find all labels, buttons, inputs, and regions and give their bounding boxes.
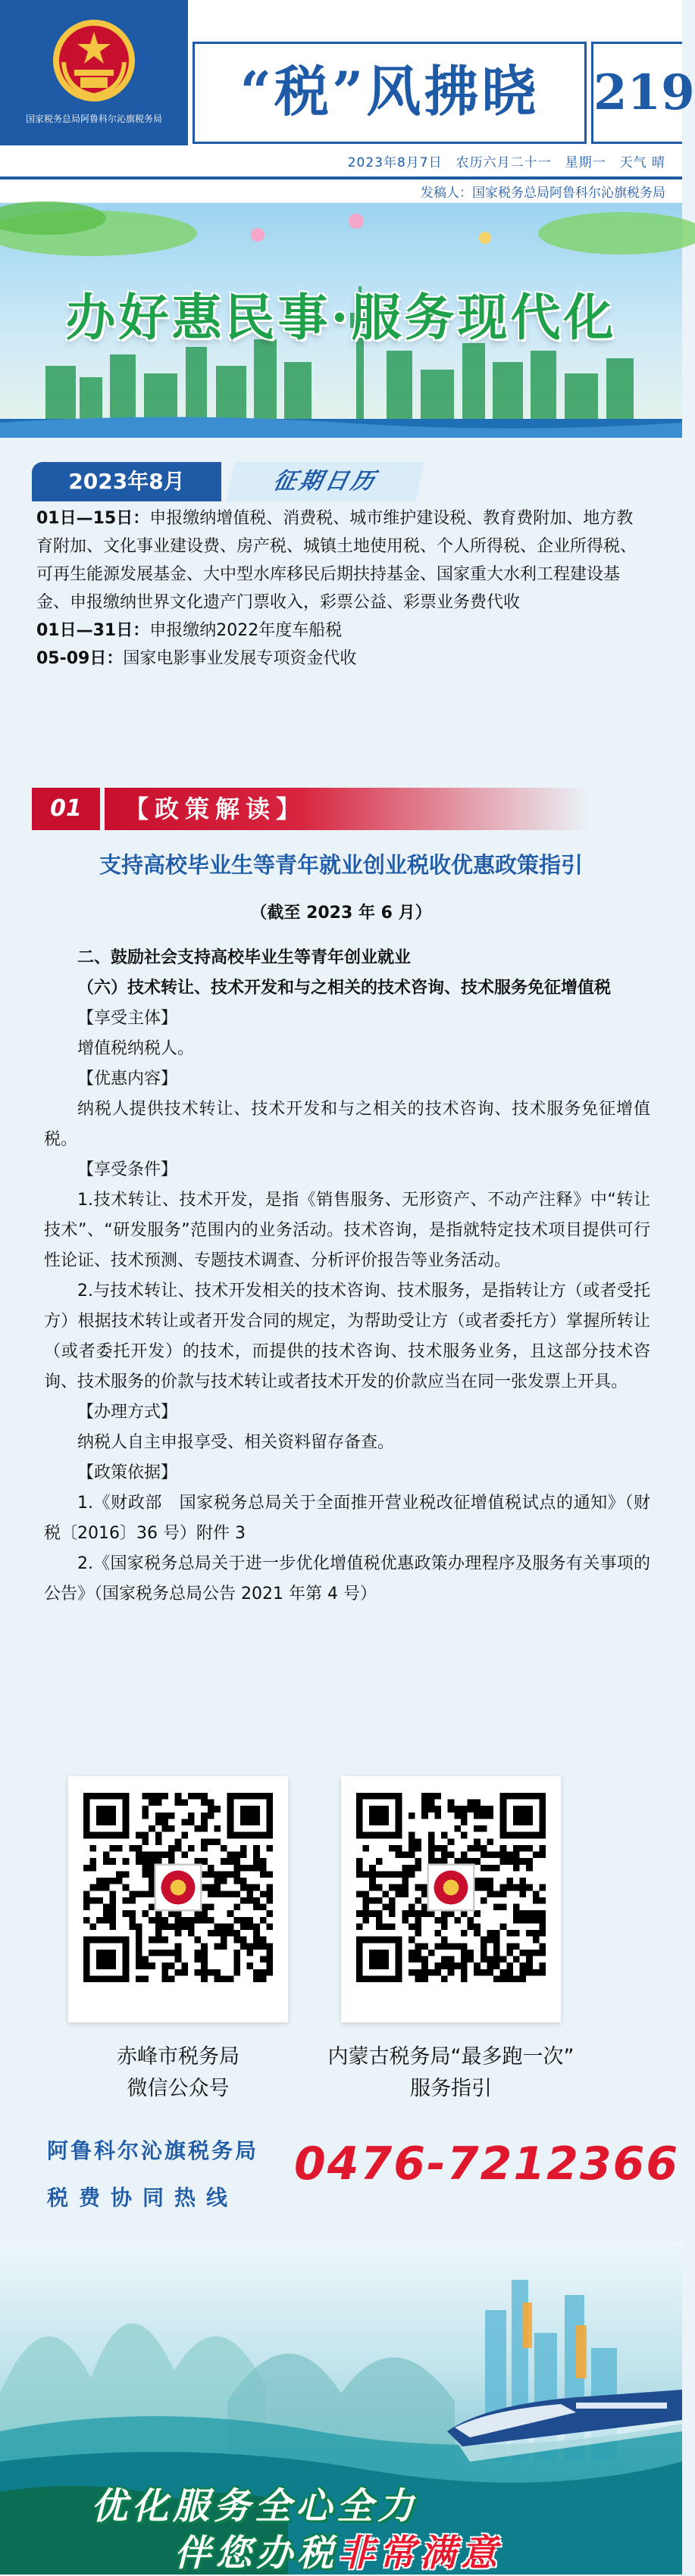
logo-caption: 国家税务总局阿鲁科尔沁旗税务局 xyxy=(25,114,162,124)
tax-calendar xyxy=(32,462,652,769)
issuer-line: 发稿人：国家税务总局阿鲁科尔沁旗税务局 xyxy=(421,186,665,201)
calendar-title-tab: 征期日历 xyxy=(226,462,424,501)
paragraph-tag: 【享受条件】 xyxy=(77,1160,178,1179)
date-line: 2023年8月7日 农历六月二十一 星期一 天气 晴 xyxy=(347,155,665,170)
logo-block xyxy=(0,0,188,145)
date-strip xyxy=(0,148,682,176)
qr-code-icon[interactable] xyxy=(356,1793,546,1982)
qr-caption-line: 微信公众号 xyxy=(127,2077,230,2100)
calendar-item-text: 国家电影事业发展专项资金代收 xyxy=(123,649,357,668)
qr-caption-service-guide xyxy=(322,2041,580,2105)
masthead-title: “税”风拂晓 xyxy=(239,59,540,123)
paragraph: 纳税人提供技术转让、技术开发和与之相关的技术咨询、技术服务免征增值税。 xyxy=(44,1100,650,1149)
hotline-bureau: 阿鲁科尔沁旗税务局 xyxy=(47,2138,259,2163)
masthead xyxy=(0,0,695,148)
section-number: 01 xyxy=(32,788,100,830)
paragraph: 增值税纳税人。 xyxy=(77,1039,195,1058)
calendar-item-text: 申报缴纳2022年度车船税 xyxy=(149,621,343,640)
calendar-item xyxy=(36,617,647,645)
calendar-month-tab: 2023年8月 xyxy=(32,462,221,501)
document-subtitle: （截至 2023 年 6 月） xyxy=(250,904,432,923)
slogan-line-2 xyxy=(174,2524,502,2576)
banner xyxy=(0,203,682,438)
calendar-item-period: 05-09日： xyxy=(36,649,124,668)
hotline-label: 税费协同热线 xyxy=(47,2185,239,2210)
section-header xyxy=(32,788,652,830)
issue-box xyxy=(591,42,695,144)
slogan-line-2-part-b: 非常满意 xyxy=(338,2532,502,2574)
issue-number: 219 xyxy=(593,64,695,121)
qr-code-icon[interactable] xyxy=(83,1793,273,1982)
calendar-item xyxy=(36,645,647,673)
tax-emblem-icon xyxy=(50,17,138,105)
paragraph: 2.《国家税务总局关于进一步优化增值税优惠政策办理程序及服务有关事项的公告》（国家税务总局公告 2021 年第 4 号） xyxy=(44,1554,650,1603)
section-label: 【政策解读】 xyxy=(105,788,590,830)
slogan-line-1: 优化服务全心全力 xyxy=(91,2485,419,2528)
paragraph: 纳税人自主申报享受、相关资料留存备查。 xyxy=(77,1433,395,1452)
slogan-line-2-part-a: 伴您办税 xyxy=(174,2532,339,2574)
calendar-item-period: 01日—15日： xyxy=(36,509,150,528)
masthead-title-box xyxy=(193,42,587,144)
qr-card-wechat[interactable] xyxy=(68,1776,288,2022)
qr-caption-wechat xyxy=(49,2041,307,2105)
paragraph-tag: 【办理方式】 xyxy=(77,1403,178,1422)
calendar-item-period: 01日—31日： xyxy=(36,621,150,640)
paragraph-tag: 【政策依据】 xyxy=(77,1463,178,1482)
calendar-item-text: 申报缴纳增值税、消费税、城市维护建设税、教育费附加、地方教育附加、文化事业建设费、房产税、城镇土地使用税、个人所得税、企业所得税、可再生能源发展基金、大中型水库移民后期扶持基金、国家重大水利工程建设基金、申报缴纳世界文化遗产门票收入，彩票公益、彩票业务费代收 xyxy=(36,509,637,612)
paragraph: （六）技术转让、技术开发和与之相关的技术咨询、技术服务免征增值税 xyxy=(77,979,612,998)
calendar-item xyxy=(36,504,647,617)
paragraph: 2.与技术转让、技术开发相关的技术咨询、技术服务，是指转让方（或者受托方）根据技术转让或者开发合同的规定，为帮助受让方（或者委托方）掌握所转让（或者委托开发）的技术，而提供的技术咨询、技术服务业务，且这部分技术咨询、技术服务的价款与技术转让或者技术开发的价款应当在同一张发票上开具。 xyxy=(44,1282,650,1391)
calendar-body xyxy=(32,504,652,673)
banner-title: 办好惠民事·服务现代化 xyxy=(65,288,617,347)
qr-card-service-guide[interactable] xyxy=(341,1776,561,2022)
issuer-strip xyxy=(0,180,682,202)
document-title: 支持高校毕业生等青年就业创业税收优惠政策指引 xyxy=(99,852,583,878)
document-body xyxy=(44,943,650,1610)
qr-caption-line: 内蒙古税务局“最多跑一次” xyxy=(327,2045,574,2069)
paragraph: 1.《财政部 国家税务总局关于全面推开营业税改征增值税试点的通知》（财税〔2016〕36 号）附件 3 xyxy=(44,1494,650,1543)
paragraph-tag: 【优惠内容】 xyxy=(77,1069,178,1088)
qr-caption-line: 服务指引 xyxy=(410,2077,492,2100)
qr-caption-line: 赤峰市税务局 xyxy=(117,2045,239,2069)
paragraph: 1.技术转让、技术开发，是指《销售服务、无形资产、不动产注释》中“转让技术”、“研发服务”范围内的业务活动。技术咨询，是指就特定技术项目提供可行性论证、技术预测、专题技术调查、分析评价报告等业务活动。 xyxy=(44,1191,650,1270)
hotline-phone-number[interactable]: 0476-7212366 xyxy=(294,2137,680,2190)
paragraph: 二、鼓励社会支持高校毕业生等青年创业就业 xyxy=(77,948,412,967)
paragraph-tag: 【享受主体】 xyxy=(77,1009,178,1028)
